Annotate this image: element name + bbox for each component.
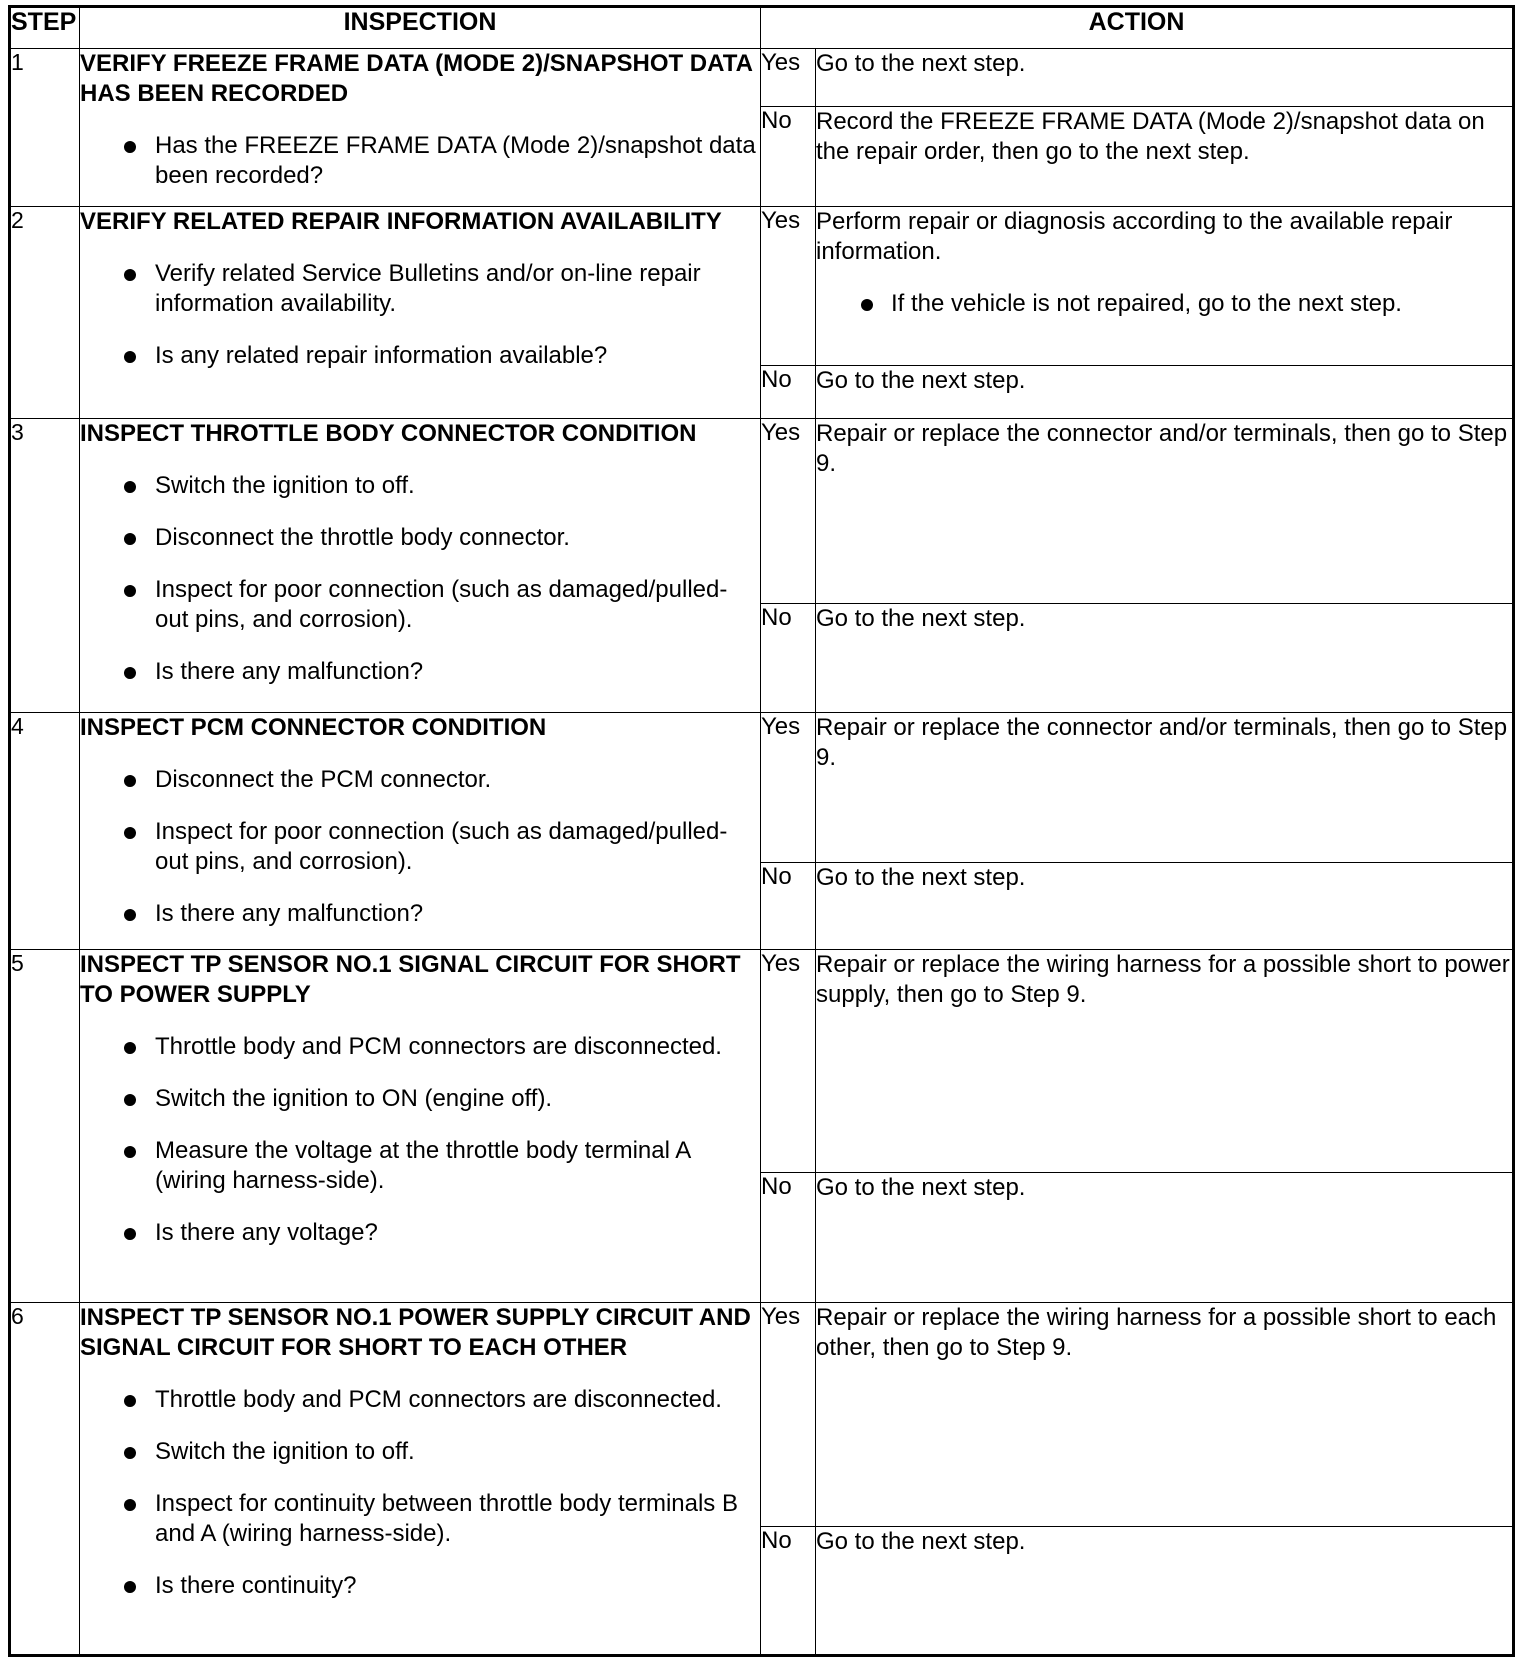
no-action-text: Go to the next step.: [816, 864, 1026, 892]
inspection-bullets: [80, 765, 760, 929]
no-action-text: Go to the next step.: [816, 605, 1026, 633]
table-row: [10, 712, 1514, 863]
action-bullet-item: If the vehicle is not repaired, go to the next step.: [816, 289, 1512, 319]
inspection-bullets: [80, 1385, 760, 1601]
inspection-bullet-item: Switch the ignition to off.: [80, 1437, 760, 1467]
yes-action-cell: [816, 206, 1514, 365]
no-action-cell: [816, 863, 1514, 950]
inspection-title: VERIFY RELATED REPAIR INFORMATION AVAILABILITY: [80, 207, 722, 235]
yes-action-cell: [816, 49, 1514, 107]
inspection-title: INSPECT THROTTLE BODY CONNECTOR CONDITION: [80, 419, 697, 447]
inspection-bullets: [80, 1032, 760, 1248]
inspection-bullets: [80, 259, 760, 371]
no-action-text: Go to the next step.: [816, 366, 1026, 394]
no-label: No: [761, 604, 816, 712]
no-label: No: [761, 863, 816, 950]
no-action-cell: [816, 1526, 1514, 1655]
inspection-bullet-item: Throttle body and PCM connectors are disconnected.: [80, 1032, 760, 1062]
yes-label: Yes: [761, 49, 816, 107]
inspection-cell: [80, 206, 761, 418]
inspection-bullet-item: Measure the voltage at the throttle body terminal A (wiring harness-side).: [80, 1136, 760, 1196]
yes-action-cell: [816, 949, 1514, 1172]
yes-action-text: Go to the next step.: [816, 50, 1026, 77]
step-number: 5: [10, 949, 80, 1302]
yes-label: Yes: [761, 949, 816, 1172]
no-action-text: Record the FREEZE FRAME DATA (Mode 2)/snapshot data on the repair order, then go to the next step.: [816, 108, 1485, 166]
inspection-title: INSPECT PCM CONNECTOR CONDITION: [80, 713, 547, 741]
inspection-bullet-item: Disconnect the PCM connector.: [80, 765, 760, 795]
yes-label: Yes: [761, 206, 816, 365]
table-row: [10, 949, 1514, 1172]
header-step: STEP: [10, 7, 80, 49]
inspection-bullet-item: Is there continuity?: [80, 1571, 760, 1601]
inspection-bullet-item: Is any related repair information available?: [80, 341, 760, 371]
inspection-title: INSPECT TP SENSOR NO.1 SIGNAL CIRCUIT FOR SHORT TO POWER SUPPLY: [80, 950, 741, 1008]
inspection-bullets: [80, 131, 760, 191]
step-number: 6: [10, 1302, 80, 1655]
inspection-cell: [80, 949, 761, 1302]
yes-action-text: Repair or replace the connector and/or terminals, then go to Step 9.: [816, 713, 1508, 771]
table-row: [10, 1302, 1514, 1526]
step-number: 2: [10, 206, 80, 418]
yes-action-text: Repair or replace the connector and/or terminals, then go to Step 9.: [816, 419, 1508, 477]
inspection-cell: [80, 418, 761, 712]
yes-action-text: Repair or replace the wiring harness for a possible short to power supply, then go to Step 9.: [816, 950, 1510, 1008]
yes-action-cell: [816, 1302, 1514, 1526]
inspection-bullet-item: Is there any malfunction?: [80, 657, 760, 687]
header-inspection: INSPECTION: [80, 7, 761, 49]
no-action-cell: [816, 604, 1514, 712]
no-action-text: Go to the next step.: [816, 1527, 1026, 1555]
table-body: [10, 49, 1514, 1656]
step-number: 4: [10, 712, 80, 949]
inspection-cell: [80, 1302, 761, 1655]
step-number: 3: [10, 418, 80, 712]
table-header-row: [10, 7, 1514, 49]
no-action-cell: [816, 107, 1514, 207]
inspection-bullet-item: Inspect for poor connection (such as damaged/pulled-out pins, and corrosion).: [80, 817, 760, 877]
inspection-bullet-item: Has the FREEZE FRAME DATA (Mode 2)/snapshot data been recorded?: [80, 131, 760, 191]
table-row: [10, 49, 1514, 107]
inspection-bullet-item: Throttle body and PCM connectors are disconnected.: [80, 1385, 760, 1415]
no-action-cell: [816, 365, 1514, 418]
inspection-bullets: [80, 471, 760, 687]
inspection-bullet-item: Switch the ignition to off.: [80, 471, 760, 501]
table-row: [10, 206, 1514, 365]
no-label: No: [761, 107, 816, 207]
no-label: No: [761, 365, 816, 418]
yes-action-cell: [816, 418, 1514, 604]
table-row: [10, 418, 1514, 604]
inspection-bullet-item: Switch the ignition to ON (engine off).: [80, 1084, 760, 1114]
yes-action-text: Repair or replace the wiring harness for a possible short to each other, then go to Step 9.: [816, 1303, 1497, 1361]
no-action-cell: [816, 1172, 1514, 1302]
inspection-cell: [80, 712, 761, 949]
inspection-title: VERIFY FREEZE FRAME DATA (MODE 2)/SNAPSHOT DATA HAS BEEN RECORDED: [80, 50, 753, 107]
yes-label: Yes: [761, 1302, 816, 1526]
inspection-bullet-item: Inspect for poor connection (such as damaged/pulled-out pins, and corrosion).: [80, 575, 760, 635]
inspection-bullet-item: Is there any voltage?: [80, 1218, 760, 1248]
yes-action-text: Perform repair or diagnosis according to the available repair information.: [816, 207, 1453, 265]
no-action-text: Go to the next step.: [816, 1173, 1026, 1201]
action-bullets: [816, 289, 1512, 319]
yes-label: Yes: [761, 418, 816, 604]
inspection-bullet-item: Disconnect the throttle body connector.: [80, 523, 760, 553]
inspection-cell: [80, 49, 761, 207]
header-action: ACTION: [761, 7, 1514, 49]
inspection-bullet-item: Inspect for continuity between throttle body terminals B and A (wiring harness-side).: [80, 1489, 760, 1549]
yes-label: Yes: [761, 712, 816, 863]
diagnostic-procedure-table: [8, 5, 1515, 1657]
inspection-bullet-item: Verify related Service Bulletins and/or on-line repair information availability.: [80, 259, 760, 319]
inspection-title: INSPECT TP SENSOR NO.1 POWER SUPPLY CIRCUIT AND SIGNAL CIRCUIT FOR SHORT TO EACH OTHER: [80, 1303, 751, 1361]
no-label: No: [761, 1526, 816, 1655]
no-label: No: [761, 1172, 816, 1302]
inspection-bullet-item: Is there any malfunction?: [80, 899, 760, 929]
step-number: 1: [10, 49, 80, 207]
yes-action-cell: [816, 712, 1514, 863]
